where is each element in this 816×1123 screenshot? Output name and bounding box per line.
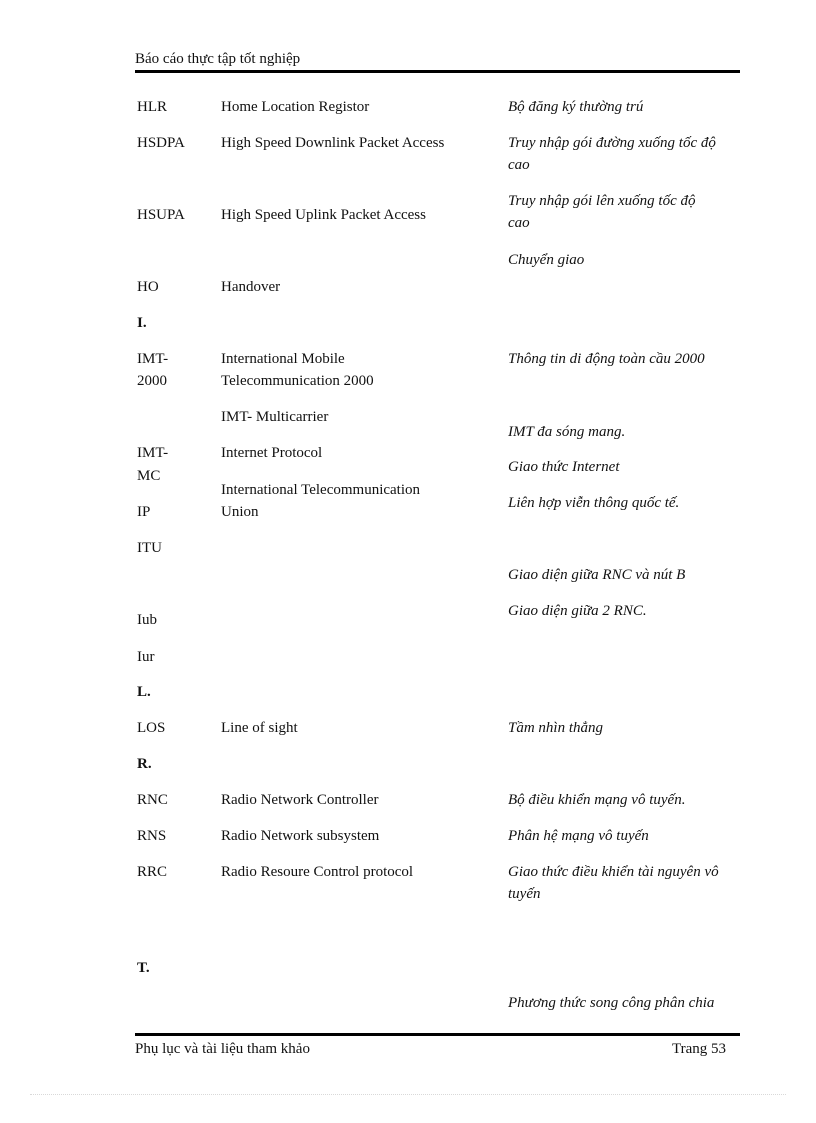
vi-rrc-line2: tuyến bbox=[508, 886, 541, 902]
vi-ho: Chuyển giao bbox=[508, 252, 585, 268]
abbr-imt-2000-line2: 2000 bbox=[137, 373, 167, 389]
vi-rnc: Bộ điều khiển mạng vô tuyến. bbox=[508, 792, 686, 808]
term-imt-2000-line2: Telecommunication 2000 bbox=[221, 373, 374, 389]
vi-itu: Liên hợp viễn thông quốc tế. bbox=[508, 495, 680, 511]
vi-iur: Giao diện giữa 2 RNC. bbox=[508, 603, 647, 619]
abbr-rnc: RNC bbox=[137, 792, 168, 808]
vi-hlr: Bộ đăng ký thường trú bbox=[508, 99, 644, 115]
term-imt-2000-line1: International Mobile bbox=[221, 351, 345, 367]
term-ip: Internet Protocol bbox=[221, 445, 323, 461]
abbr-imt-2000-line1: IMT- bbox=[137, 351, 169, 367]
header-rule bbox=[135, 70, 740, 73]
abbr-itu: ITU bbox=[137, 540, 162, 556]
vi-imt-mc: IMT đa sóng mang. bbox=[508, 424, 626, 440]
section-heading-l: L. bbox=[137, 684, 151, 700]
abbr-rrc: RRC bbox=[137, 864, 168, 880]
page-bottom-dotted-line bbox=[30, 1094, 786, 1095]
vi-hsupa-line2: cao bbox=[508, 215, 530, 231]
vi-ip: Giao thức Internet bbox=[508, 459, 620, 475]
term-ho: Handover bbox=[221, 279, 281, 295]
abbr-ho: HO bbox=[137, 279, 159, 295]
term-hsupa: High Speed Uplink Packet Access bbox=[221, 207, 426, 223]
abbr-iub: Iub bbox=[137, 612, 157, 628]
term-rns: Radio Network subsystem bbox=[221, 828, 380, 844]
abbr-iur: Iur bbox=[137, 649, 155, 665]
abbr-ip: IP bbox=[137, 504, 151, 520]
term-los: Line of sight bbox=[221, 720, 298, 736]
abbr-los: LOS bbox=[137, 720, 166, 736]
term-hsdpa: High Speed Downlink Packet Access bbox=[221, 135, 445, 151]
section-heading-i: I. bbox=[137, 315, 147, 331]
section-heading-r: R. bbox=[137, 756, 152, 772]
vi-hsdpa-line1: Truy nhập gói đường xuống tốc độ bbox=[508, 135, 716, 151]
vi-hsupa-line1: Truy nhập gói lên xuống tốc độ bbox=[508, 193, 696, 209]
vi-tdd: Phương thức song công phân chia bbox=[508, 995, 715, 1011]
section-heading-t: T. bbox=[137, 960, 150, 976]
abbr-imt-mc-line1: IMT- bbox=[137, 445, 169, 461]
vi-hsdpa-line2: cao bbox=[508, 157, 530, 173]
term-imt-mc: IMT- Multicarrier bbox=[221, 409, 329, 425]
vi-imt-2000: Thông tin di động toàn cầu 2000 bbox=[508, 351, 705, 367]
vi-iub: Giao diện giữa RNC và nút B bbox=[508, 567, 686, 583]
term-itu-line2: Union bbox=[221, 504, 259, 520]
vi-los: Tầm nhìn thẳng bbox=[508, 720, 604, 736]
page-header-title: Báo cáo thực tập tốt nghiệp bbox=[135, 51, 301, 67]
abbr-hsdpa: HSDPA bbox=[137, 135, 185, 151]
page-number: Trang 53 bbox=[672, 1041, 727, 1057]
abbr-hlr: HLR bbox=[137, 99, 167, 115]
term-rrc: Radio Resoure Control protocol bbox=[221, 864, 414, 880]
term-itu-line1: International Telecommunication bbox=[221, 482, 421, 498]
vi-rrc-line1: Giao thức điều khiển tài nguyên vô bbox=[508, 864, 719, 880]
footer-left-text: Phụ lục và tài liệu tham khảo bbox=[135, 1041, 310, 1057]
footer-rule bbox=[135, 1033, 740, 1036]
vi-rns: Phân hệ mạng vô tuyến bbox=[508, 828, 649, 844]
abbr-imt-mc-line2: MC bbox=[137, 468, 161, 484]
abbr-rns: RNS bbox=[137, 828, 167, 844]
term-rnc: Radio Network Controller bbox=[221, 792, 379, 808]
abbr-hsupa: HSUPA bbox=[137, 207, 185, 223]
term-hlr: Home Location Registor bbox=[221, 99, 370, 115]
